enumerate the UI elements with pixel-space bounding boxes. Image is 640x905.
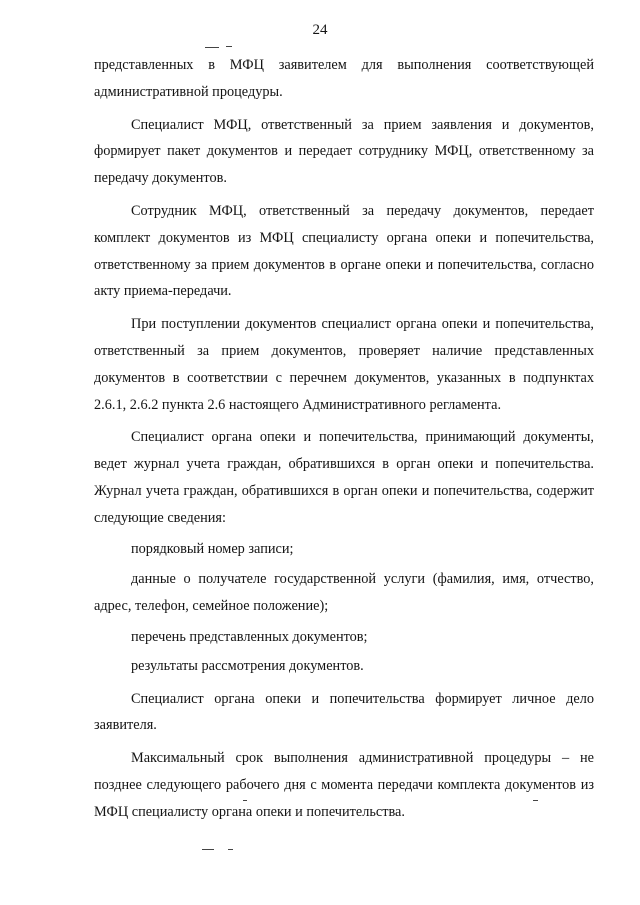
list-item-1: порядковый номер записи; <box>131 540 294 557</box>
page-number: 24 <box>312 22 328 38</box>
scan-speck <box>202 849 214 850</box>
paragraph-7: Максимальный срок выполнения административной процедуры – не позднее следующего рабочего дня с момента передачи комплекта документов из МФЦ специалисту органа опеки и попечительства. <box>94 750 594 820</box>
paragraph-1: представленных в МФЦ заявителем для выполнения соответствующей административной процедуры. <box>94 57 594 100</box>
scan-speck <box>228 849 233 850</box>
scan-speck <box>533 800 538 801</box>
paragraph-4: При поступлении документов специалист органа опеки и попечительства, ответственный за прием документов, проверяет наличие представленных документов в соответствии с перечнем документов, указанных в подпунктах 2.6.1, 2.6.2 пункта 2.6 настоящего Административного регламента. <box>94 316 594 413</box>
scan-speck <box>226 46 232 47</box>
paragraph-2: Специалист МФЦ, ответственный за прием заявления и документов, формирует пакет документов и передает сотруднику МФЦ, ответственному за передачу документов. <box>94 116 594 187</box>
list-item-4: результаты рассмотрения документов. <box>131 657 364 674</box>
scan-speck <box>243 800 247 801</box>
paragraph-3: Сотрудник МФЦ, ответственный за передачу документов, передает комплект документов из МФЦ специалисту органа опеки и попечительства, ответственному за прием документов в органе опеки и попечительства, согласно акту приема-передачи. <box>94 202 594 300</box>
list-item-2: данные о получателе государственной услуги (фамилия, имя, отчество, адрес, телефон, семейное положение); <box>94 571 594 615</box>
paragraph-6: Специалист органа опеки и попечительства формирует личное дело заявителя. <box>94 690 594 734</box>
paragraph-5: Специалист органа опеки и попечительства, принимающий документы, ведет журнал учета граждан, обратившихся в орган опеки и попечительства. Журнал учета граждан, обратившихся в орган опеки и попечительства, содержит следующие сведения: <box>94 429 594 526</box>
scan-speck <box>205 47 219 48</box>
list-item-3: перечень представленных документов; <box>131 628 368 645</box>
document-body <box>94 52 594 826</box>
